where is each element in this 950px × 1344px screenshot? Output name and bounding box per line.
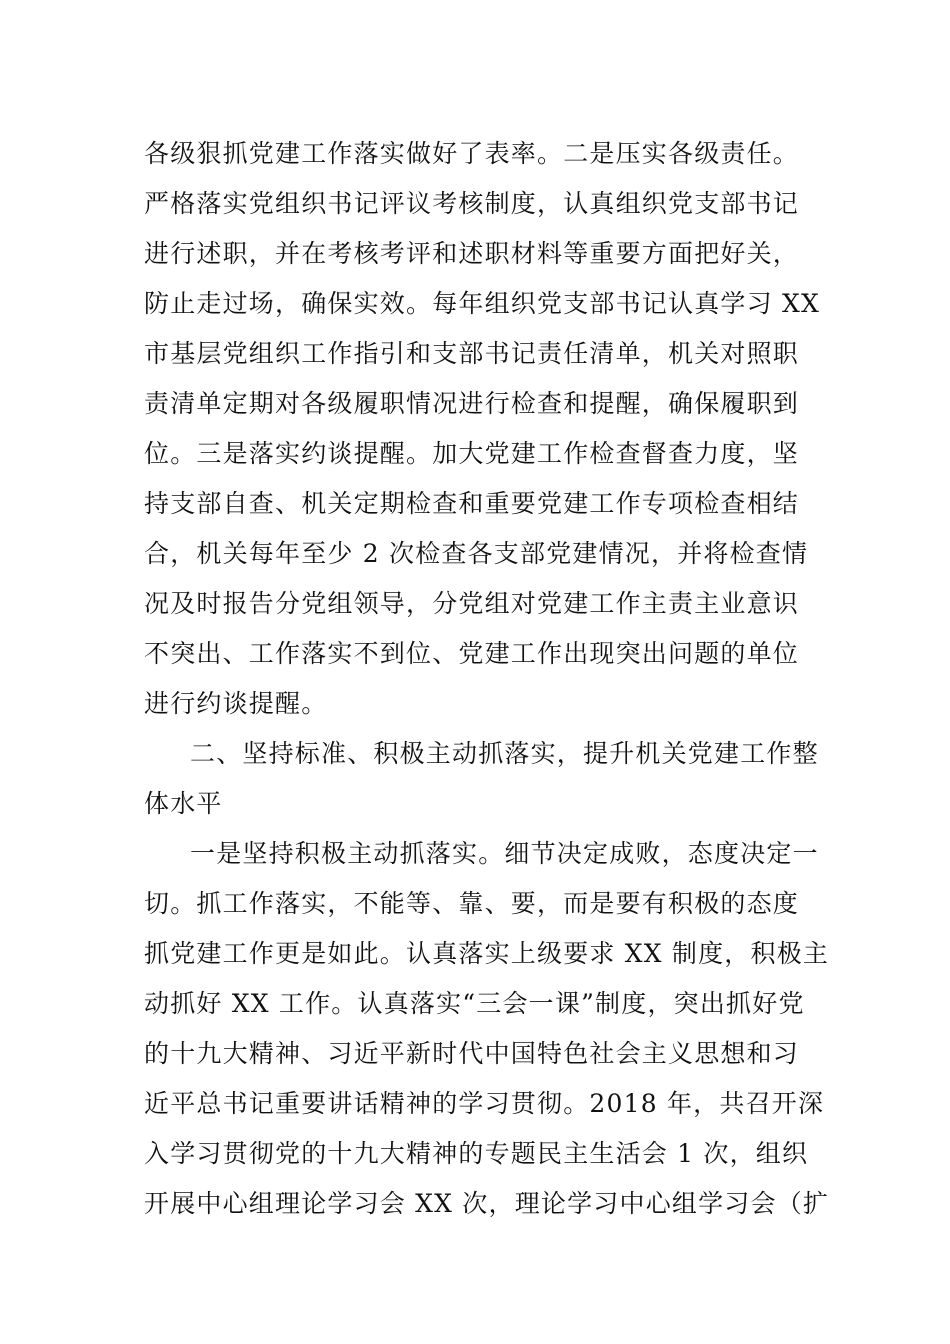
text-line: 抓党建工作更是如此。认真落实上级要求 XX 制度，积极主 bbox=[144, 939, 830, 968]
text-line: 持支部自查、机关定期检查和重要党建工作专项检查相结 bbox=[144, 489, 800, 518]
section-heading-line: 二、坚持标准、积极主动抓落实，提升机关党建工作整 bbox=[190, 739, 819, 768]
text-line: 入学习贯彻党的十九大精神的专题民主生活会 1 次，组织 bbox=[144, 1139, 809, 1168]
text-line: 切。抓工作落实，不能等、靠、要，而是要有积极的态度 bbox=[144, 889, 800, 918]
text-line: 各级狠抓党建工作落实做好了表率。二是压实各级责任。 bbox=[144, 139, 800, 168]
text-line: 严格落实党组织书记评议考核制度，认真组织党支部书记 bbox=[144, 189, 800, 218]
section-heading-line: 体水平 bbox=[144, 789, 223, 818]
text-line: 市基层党组织工作指引和支部书记责任清单，机关对照职 bbox=[144, 339, 800, 368]
text-line: 况及时报告分党组领导，分党组对党建工作主责主业意识 bbox=[144, 589, 800, 618]
text-line: 位。三是落实约谈提醒。加大党建工作检查督查力度，坚 bbox=[144, 439, 800, 468]
text-line: 防止走过场，确保实效。每年组织党支部书记认真学习 XX bbox=[144, 289, 820, 318]
text-line: 责清单定期对各级履职情况进行检查和提醒，确保履职到 bbox=[144, 389, 800, 418]
text-line: 合，机关每年至少 2 次检查各支部党建情况，并将检查情 bbox=[144, 539, 809, 568]
text-line: 近平总书记重要讲话精神的学习贯彻。2018 年，共召开深 bbox=[144, 1089, 825, 1118]
text-line: 进行述职，并在考核考评和述职材料等重要方面把好关， bbox=[144, 239, 800, 268]
text-line: 不突出、工作落实不到位、党建工作出现突出问题的单位 bbox=[144, 639, 800, 668]
text-line: 的十九大精神、习近平新时代中国特色社会主义思想和习 bbox=[144, 1039, 800, 1068]
text-line: 一是坚持积极主动抓落实。细节决定成败，态度决定一 bbox=[190, 839, 819, 868]
text-line: 开展中心组理论学习会 XX 次，理论学习中心组学习会（扩 bbox=[144, 1189, 830, 1218]
text-line: 动抓好 XX 工作。认真落实“三会一课”制度，突出抓好党 bbox=[144, 989, 805, 1018]
text-line: 进行约谈提醒。 bbox=[144, 689, 328, 718]
